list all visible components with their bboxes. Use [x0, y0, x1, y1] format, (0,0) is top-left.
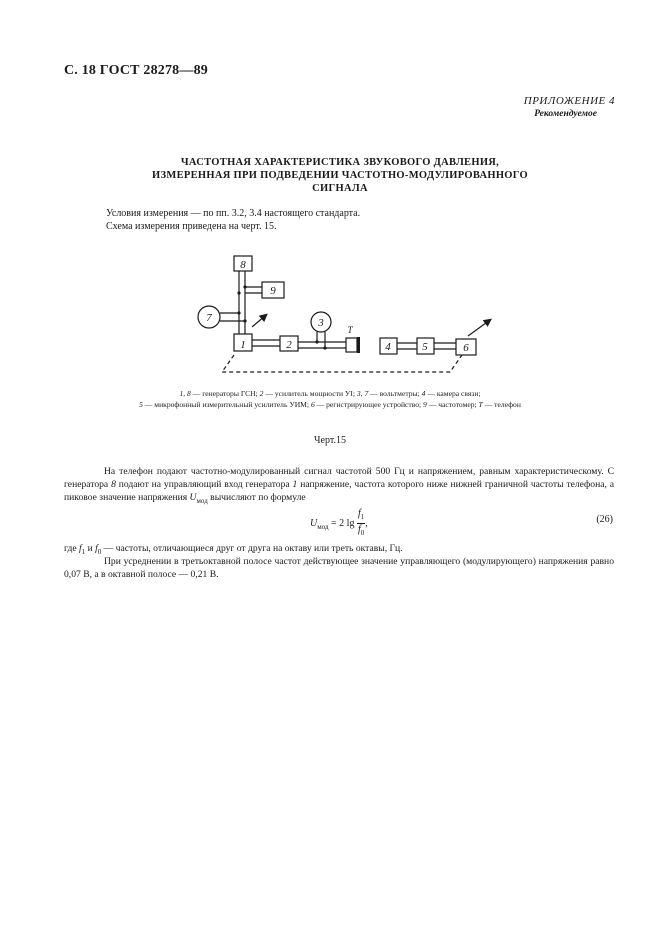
f-num: f [357, 508, 361, 519]
text: напряжение, частота которого ниже нижней граничной частоты телефона, а пиковое значение напряжения [64, 479, 614, 504]
paragraph-method [64, 465, 614, 509]
equation-number: (26) [596, 514, 613, 525]
legend-key: 3, 7 [356, 389, 369, 398]
appendix-note: Рекомендуемое [534, 109, 597, 119]
title-line: СИГНАЛА [312, 183, 368, 194]
formula-26 [310, 508, 368, 539]
paragraph-averaging: При усреднении в третьоктавной полосе частот действующее значение управляющего (модулирующего) напряжения равно 0,07 В, а в октавной полосе — 0,21 В. [64, 556, 614, 581]
text: — частоты, отличающиеся друг от друга на октаву или треть октавы, Гц. [101, 543, 403, 554]
intro-conditions: Условия измерения — по пп. 3.2, 3.4 настоящего стандарта. [106, 208, 361, 219]
ref-generator-1: 1 [292, 479, 298, 491]
legend-key: T [478, 400, 483, 409]
legend-line-1 [60, 388, 600, 399]
label-7: 7 [206, 312, 212, 324]
text: подают на управляющий вход генератора [115, 479, 293, 491]
label-2: 2 [286, 339, 292, 351]
symbol-u: U [189, 492, 197, 504]
formula-sub: мод [317, 522, 329, 531]
text: На телефон подают частотно-модулированный сигнал частотой 500 Гц и напряжением, равным характеристическому. С генератора [64, 466, 614, 491]
page-header: С. 18 ГОСТ 28278—89 [64, 63, 208, 78]
measurement-scheme-diagram [0, 0, 661, 400]
formula-fraction [357, 508, 365, 539]
formula-u: U [310, 517, 318, 529]
text: где [64, 543, 79, 554]
legend-text: — камера связи; [425, 389, 481, 398]
symbol-f0: f [95, 543, 98, 554]
text: и [85, 543, 96, 554]
label-3: 3 [318, 317, 324, 329]
legend-text: — усилитель мощности УI; [263, 389, 357, 398]
title-line: ЧАСТОТНАЯ ХАРАКТЕРИСТИКА ЗВУКОВОГО ДАВЛЕНИЯ, [180, 157, 500, 168]
label-9: 9 [270, 285, 276, 297]
fraction-numerator [357, 508, 365, 524]
legend-text: — частотомер; [426, 400, 479, 409]
legend-key: 6 [310, 400, 315, 409]
intro-scheme-reference: Схема измерения приведена на черт. 15. [106, 221, 277, 232]
legend-text: — регистрирующее устройство; [314, 400, 424, 409]
label-4: 4 [385, 341, 391, 353]
legend-line-2 [60, 399, 600, 410]
label-5: 5 [422, 341, 428, 353]
label-6: 6 [463, 342, 469, 354]
fraction-denominator [357, 524, 365, 539]
f-num-sub: 1 [360, 513, 365, 521]
legend-text: — микрофонный измерительный усилитель УИМ; [142, 400, 311, 409]
legend-key: 4 [421, 389, 426, 398]
symbol-sub: мод [196, 497, 208, 506]
legend-key: 5 [139, 400, 143, 409]
legend-key: 1, 8 [179, 389, 191, 398]
f-den-sub: 0 [360, 529, 365, 537]
f-den: f [357, 524, 361, 535]
text: вычисляют по формуле [207, 492, 306, 504]
label-1: 1 [240, 339, 246, 351]
label-telephone: T [347, 325, 353, 335]
figure-legend [60, 388, 600, 410]
telephone-block [346, 338, 357, 352]
legend-key: 9 [423, 400, 427, 409]
legend-key: 2 [259, 389, 264, 398]
symbol-sub: 0 [97, 547, 102, 556]
formula-end: , [365, 517, 368, 529]
legend-text: — вольтметры; [368, 389, 422, 398]
ref-generator-8: 8 [111, 479, 116, 491]
symbol-f1: f [79, 543, 82, 554]
legend-text: — телефон [482, 400, 521, 409]
title-line: ИЗМЕРЕННАЯ ПРИ ПОДВЕДЕНИИ ЧАСТОТНО-МОДУЛИРОВАННОГО [152, 170, 528, 181]
formula-mid: = 2 lg [328, 517, 357, 529]
legend-text: — генераторы ГСН; [190, 389, 260, 398]
figure-caption: Черт.15 [314, 435, 346, 446]
appendix-label: ПРИЛОЖЕНИЕ 4 [523, 95, 615, 107]
label-8: 8 [240, 259, 246, 271]
symbol-sub: 1 [81, 547, 86, 556]
